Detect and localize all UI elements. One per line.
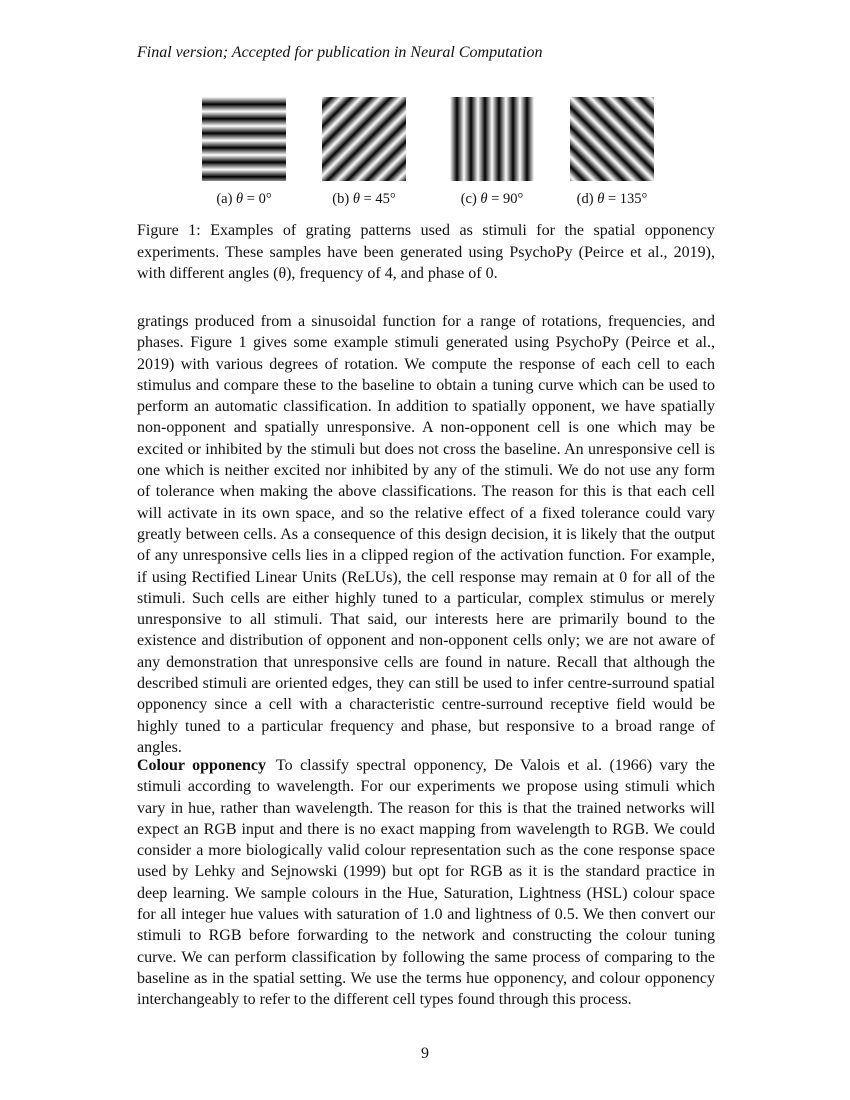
diagonal-grating-image — [322, 97, 406, 181]
subcaption-b: (b) θ = 45° — [332, 191, 396, 207]
vertical-grating-image — [450, 97, 534, 181]
page-number: 9 — [421, 1045, 429, 1062]
body-paragraph-1: gratings produced from a sinusoidal function for a range of rotations, frequencies, and phases. Figure 1 gives some example stimuli generated using PsychoPy (Peirce et al., 2019) with various degrees of rotation. We compute the response of each cell to each stimulus and compare these to the baseline to obtain a tuning curve which can be used to perform an automatic classification. In addition to spatially opponent, we have spatially non-opponent and spatially unresponsive. A non-opponent cell is one which may be excited or inhibited by the stimuli but does not cross the baseline. An unresponsive cell is one which is neither excited nor inhibited by any of the stimuli. We do not use any form of tolerance when making the above classifications. The reason for this is that each cell will activate in its own space, and so the relative effect of a fixed tolerance could vary greatly between cells. As a consequence of this design decision, it is likely that the output of any unresponsive cells lies in a clipped region of the activation function. For example, if using Rectified Linear Units (ReLUs), the cell response may remain at 0 for all of the stimuli. Such cells are either highly tuned to a particular, complex stimulus or merely unresponsive to all stimuli. That said, our interests here are primarily bound to the existence and distribution of opponent and non-opponent cells only; we are not aware of any demonstration that unresponsive cells are found in nature. Recall that although the described stimuli are oriented edges, they can still be used to infer centre-surround spatial opponency since a cell with a characteristic centre-surround receptive field would be highly tuned to a particular frequency and phase, but responsive to a broad range of angles. — [137, 313, 715, 756]
colour-opponency-heading: Colour opponency — [137, 757, 266, 774]
running-header: Final version; Accepted for publication in Neural Computation — [137, 44, 543, 61]
subfigure-b — [322, 97, 406, 207]
subfigure-a — [202, 97, 286, 207]
figure-caption: Figure 1: Examples of grating patterns used as stimuli for the spatial opponency experiments. These samples have been generated using PsychoPy (Peirce et al., 2019), with different angles (θ), frequency of 4, and phase of 0. — [137, 222, 715, 282]
subfigure-d — [570, 97, 654, 207]
horizontal-grating-image — [202, 97, 286, 181]
colour-opponency-text: To classify spectral opponency, De Valois et al. (1966) vary the stimuli according to wavelength. For our experiments we propose using stimuli which vary in hue, rather than wavelength. The reason for this is that the trained networks will expect an RGB input and there is no exact mapping from wavelength to RGB. We could consider a more biologically valid colour representation such as the cone response space used by Lehky and Sejnowski (1999) but opt for RGB as it is the standard practice in deep learning. We sample colours in the Hue, Saturation, Lightness (HSL) colour space for all integer hue values with saturation of 1.0 and lightness of 0.5. We then convert our stimuli to RGB before forwarding to the network and constructing the colour tuning curve. We can perform classification by following the same process of comparing to the baseline as in the spatial setting. We use the terms hue opponency, and colour opponency interchangeably to refer to the different cell types found through this process. — [137, 757, 715, 1009]
figure-1 — [196, 97, 666, 207]
subcaption-d: (d) θ = 135° — [576, 191, 648, 207]
subcaption-a: (a) θ = 0° — [216, 191, 272, 207]
anti-diagonal-grating-image — [570, 97, 654, 181]
subfigure-c — [450, 97, 534, 207]
subcaption-c: (c) θ = 90° — [460, 191, 524, 207]
body-paragraph-2 — [137, 755, 715, 1011]
